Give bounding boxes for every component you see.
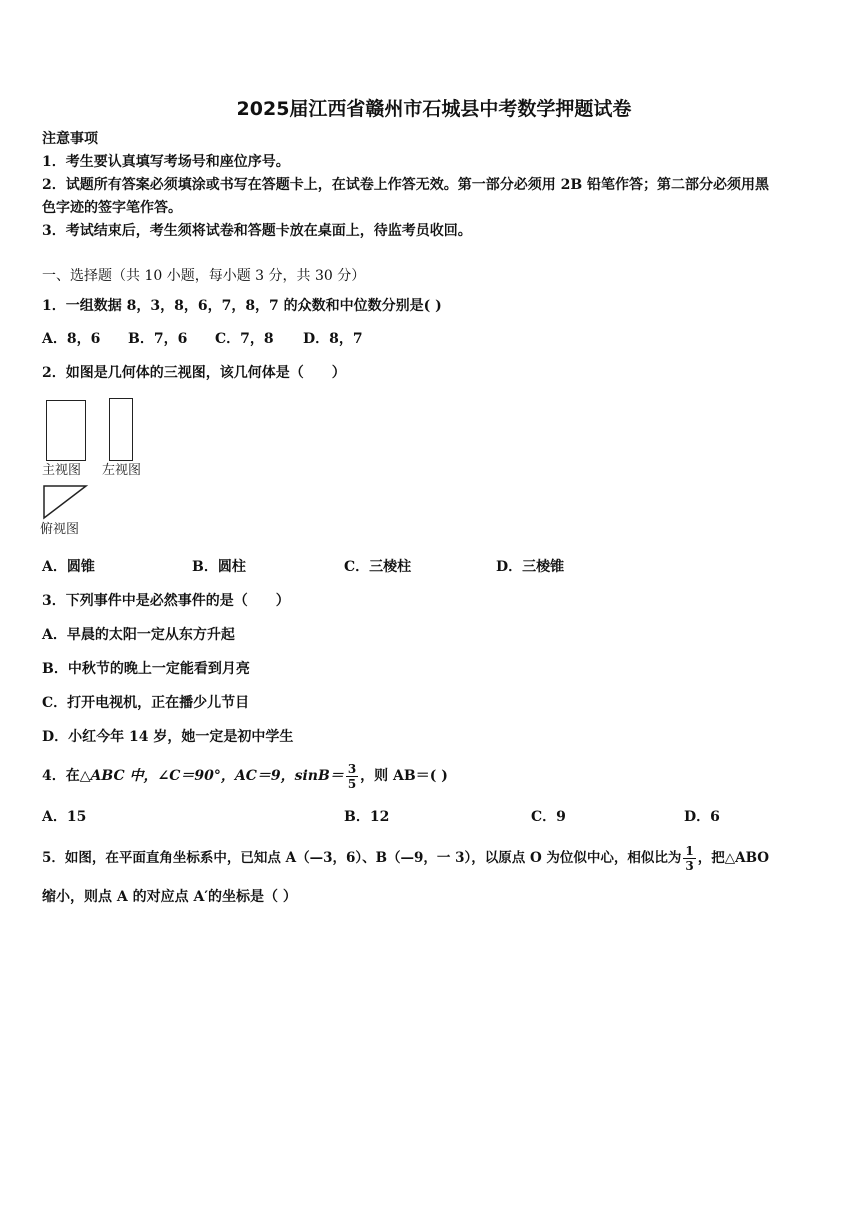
left-view-rectangle (109, 398, 133, 461)
q5-fraction-denominator: 3 (685, 859, 694, 873)
q5-stem-text: 5．如图，在平面直角坐标系中，已知点 A（—3，6）、B（—9，一 3），以原点 O 为位似中心，相似比为 (42, 850, 682, 866)
q3-option-a: A．早晨的太阳一定从东方升起 (42, 627, 235, 643)
top-view-label: 俯视图 (40, 522, 80, 537)
page-title: 2025届江西省赣州市石城县中考数学押题试卷 (236, 98, 632, 120)
top-view-triangle (40, 482, 92, 522)
q2-option-d: D．三棱锥 (496, 559, 565, 575)
q4-fraction (346, 762, 358, 791)
question-2-stem: 2．如图是几何体的三视图，该几何体是（ ） (42, 365, 346, 381)
q4-option-d: D．6 (684, 809, 720, 825)
q4-stem-suffix: ，则 AB＝( ) (360, 768, 448, 784)
question-5-stem-line2: 缩小，则点 A 的对应点 A′的坐标是（ ） (42, 889, 297, 905)
q5-stem-text-end: ，把△ABO (697, 850, 770, 866)
q2-option-c: C．三棱柱 (344, 559, 412, 575)
question-3-stem: 3．下列事件中是必然事件的是（ ） (42, 593, 290, 609)
q4-option-c: C．9 (531, 809, 566, 825)
q5-fraction (683, 844, 695, 873)
q1-option-a: A．8，6 (42, 331, 101, 347)
q4-option-a: A．15 (42, 809, 87, 825)
notice-item: 色字迹的签字笔作答。 (42, 200, 182, 216)
q5-fraction-numerator: 1 (685, 844, 694, 858)
q3-option-b: B．中秋节的晚上一定能看到月亮 (42, 661, 250, 677)
q2-option-a: A．圆锥 (42, 559, 95, 575)
front-view-label: 主视图 (42, 463, 82, 478)
question-4-stem (42, 760, 448, 792)
left-view-label: 左视图 (102, 463, 142, 478)
notice-item: 1．考生要认真填写考场号和座位序号。 (42, 154, 290, 170)
question-1-stem: 1．一组数据 8，3，8，6，7，8，7 的众数和中位数分别是( ) (42, 298, 442, 314)
q4-stem-prefix: 4．在 (42, 768, 80, 784)
q3-option-c: C．打开电视机，正在播少儿节目 (42, 695, 250, 711)
q1-option-c: C．7，8 (215, 331, 274, 347)
question-5-stem-line1 (42, 842, 769, 874)
q4-fraction-numerator: 3 (347, 761, 357, 776)
q4-stem-condition: △ABC 中，∠C＝90°，AC＝9，sinB＝ (79, 768, 344, 784)
section-heading: 一、选择题（共 10 小题，每小题 3 分，共 30 分） (42, 268, 366, 284)
q2-option-b: B．圆柱 (192, 559, 246, 575)
q1-option-b: B．7，6 (128, 331, 188, 347)
notice-heading: 注意事项 (42, 131, 98, 147)
q3-option-d: D．小红今年 14 岁，她一定是初中学生 (42, 729, 294, 745)
notice-item: 2．试题所有答案必须填涂或书写在答题卡上，在试卷上作答无效。第一部分必须用 2B 铅笔作答；第二部分必须用黑 (42, 177, 770, 193)
front-view-rectangle (46, 400, 86, 461)
q1-option-d: D．8，7 (303, 331, 363, 347)
q4-fraction-denominator: 5 (347, 776, 357, 791)
q4-option-b: B．12 (344, 809, 390, 825)
notice-item: 3．考试结束后，考生须将试卷和答题卡放在桌面上，待监考员收回。 (42, 223, 472, 239)
